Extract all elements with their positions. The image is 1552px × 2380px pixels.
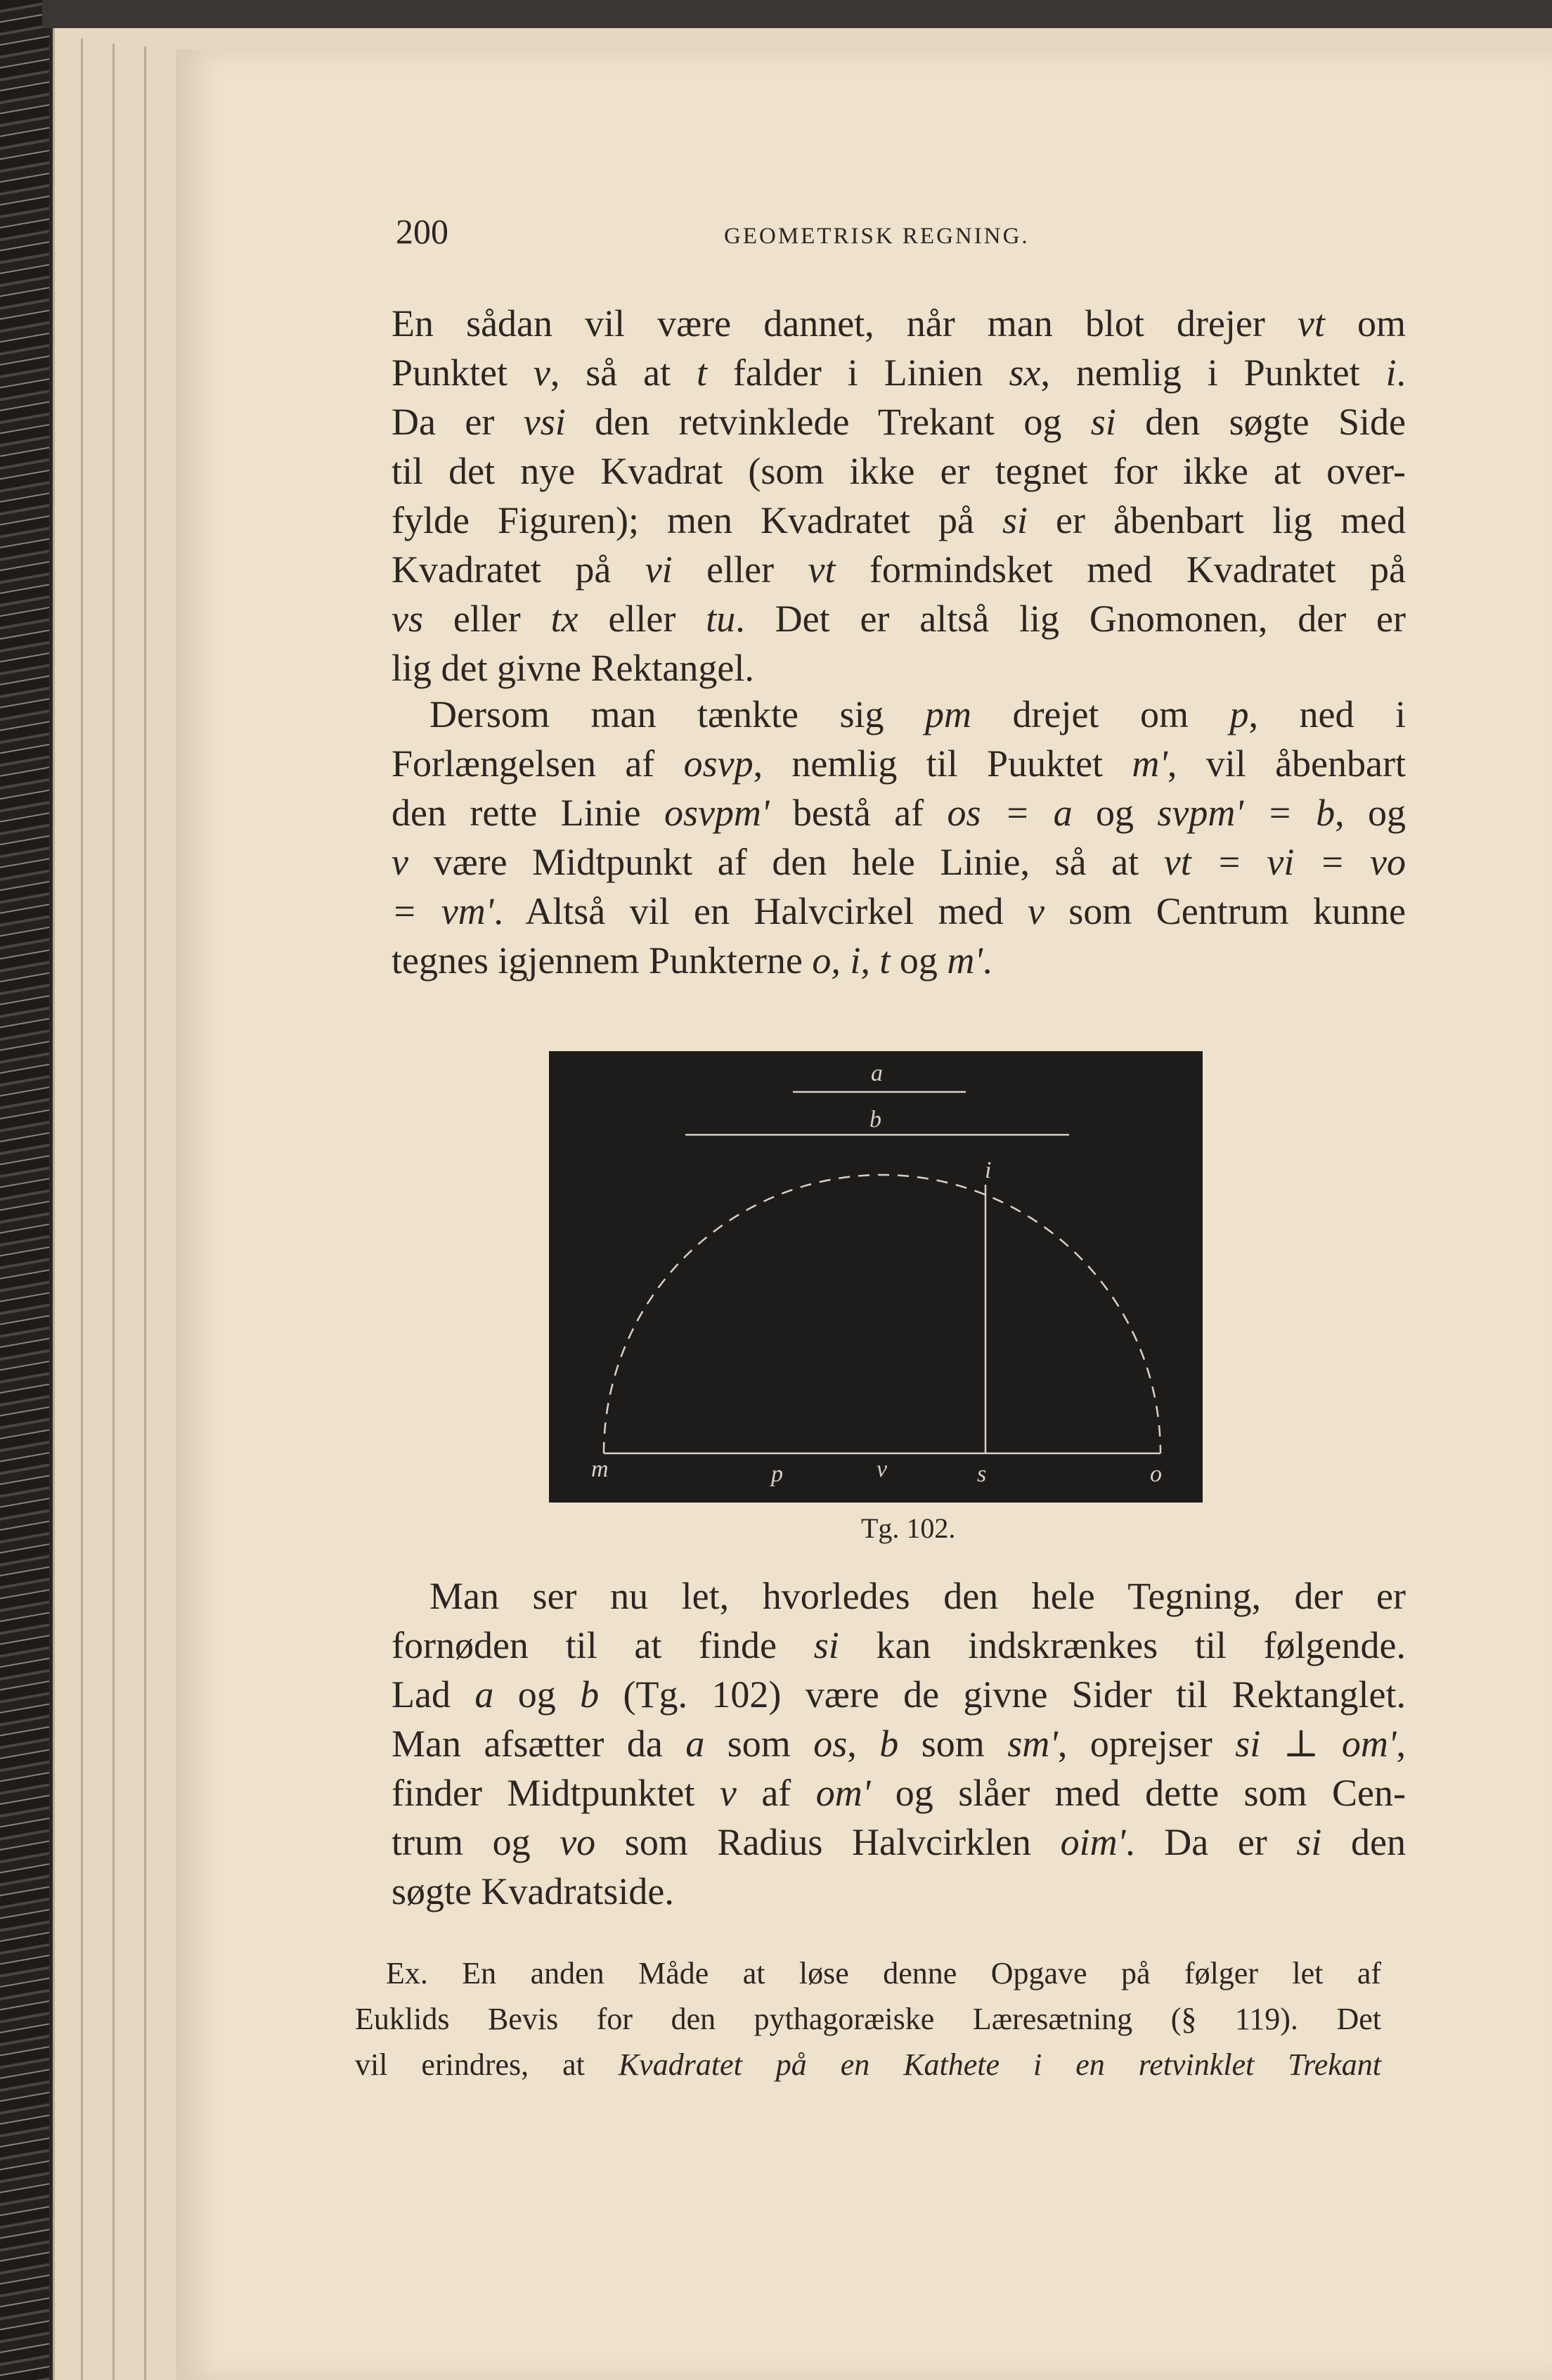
text-run: Da er: [392, 401, 524, 443]
italic-symbol: sx: [1009, 352, 1041, 394]
text-run: vil erindres, at: [355, 2047, 619, 2082]
text-line: [392, 1867, 1406, 1916]
text-line: [392, 788, 1406, 837]
text-run: Lad: [392, 1673, 475, 1716]
italic-symbol: vo: [560, 1821, 596, 1863]
italic-symbol: v: [392, 841, 408, 883]
text-run: Kvadratet på: [392, 548, 645, 591]
text-run: . Altså vil en Halvcirkel med: [493, 890, 1028, 932]
figure-tg-102: [549, 1051, 1203, 1503]
label-o: o: [1150, 1461, 1162, 1487]
text-run: søgte Kvadratside.: [392, 1870, 674, 1912]
italic-symbol: b: [580, 1673, 600, 1716]
italic-symbol: vs: [392, 598, 423, 640]
italic-symbol: vsi: [523, 401, 566, 443]
label-v: v: [877, 1456, 888, 1482]
italic-symbol: os = a: [947, 792, 1073, 834]
text-run: Man afsætter da: [392, 1723, 686, 1765]
text-run: den retvinklede Trekant og: [565, 401, 1091, 443]
text-run: fornøden til at finde: [392, 1624, 814, 1666]
text-run: .: [1396, 352, 1406, 394]
text-run: den rette Linie: [392, 792, 664, 834]
page-number: 200: [396, 212, 448, 251]
text-line: [392, 496, 1406, 545]
book-binding: [0, 0, 49, 2380]
text-run: ,: [847, 1723, 880, 1765]
italic-symbol: vt: [1297, 302, 1325, 345]
text-run: Euklids Bevis for den pythagoræiske Læresætning (§ 119). Det: [355, 2002, 1381, 2036]
text-line: [392, 690, 1406, 739]
italic-symbol: vi: [645, 548, 673, 591]
label-a: a: [871, 1060, 883, 1086]
text-line: [392, 1719, 1406, 1768]
text-line: [392, 1768, 1406, 1818]
text-run: En sådan vil være dannet, når man blot drejer: [392, 302, 1298, 345]
text-run: om: [1324, 302, 1406, 345]
italic-symbol: a: [474, 1673, 494, 1716]
text-run: , nemlig til Puuktet: [753, 742, 1132, 785]
text-run: formindsket med Kvadratet på: [835, 548, 1406, 591]
running-title: GEOMETRISK REGNING.: [724, 224, 1030, 249]
text-line: [392, 1621, 1406, 1670]
italic-symbol: tx: [550, 598, 578, 640]
label-s: s: [977, 1461, 987, 1487]
label-i: i: [985, 1157, 992, 1183]
text-run: være Midtpunkt af den hele Linie, så at: [408, 841, 1164, 883]
text-run: fylde Figuren); men Kvadratet på: [392, 499, 1002, 541]
text-run: som Radius Halvcirklen: [595, 1821, 1061, 1863]
text-run: .: [982, 939, 992, 982]
italic-symbol: v: [1027, 890, 1045, 932]
text-line: [392, 348, 1406, 397]
italic-symbol: tu: [706, 598, 736, 640]
text-run: , ned i: [1248, 693, 1406, 735]
figure-caption: Tg. 102.: [861, 1512, 956, 1544]
text-run: trum og: [392, 1821, 560, 1863]
text-run: Punktet: [392, 352, 534, 394]
italic-symbol: p: [1229, 693, 1249, 735]
text-run: ,: [1396, 1723, 1406, 1765]
italic-symbol: = vm': [392, 890, 494, 932]
text-run: er åbenbart lig med: [1028, 499, 1406, 541]
text-run: , nemlig i Punktet: [1040, 352, 1386, 394]
italic-symbol: vt: [808, 548, 836, 591]
text-run: Man ser nu let, hvorledes den hele Tegning, der er: [392, 1575, 1406, 1617]
italic-symbol: osvp: [683, 742, 754, 785]
text-run: og slåer med dette som Cen-: [870, 1772, 1406, 1814]
italic-symbol: om': [815, 1772, 871, 1814]
text-line: [392, 739, 1406, 788]
text-line: [355, 1950, 1381, 1996]
italic-symbol: pm: [925, 693, 971, 735]
text-run: Forlængelsen af: [392, 742, 684, 785]
text-run: den: [1321, 1821, 1406, 1863]
text-run: bestå af: [769, 792, 948, 834]
italic-symbol: oim': [1060, 1821, 1126, 1863]
italic-symbol: v: [719, 1772, 737, 1814]
text-run: falder i Linien: [707, 352, 1009, 394]
italic-symbol: b: [879, 1723, 899, 1765]
text-run: , og: [1335, 792, 1406, 834]
text-run: og: [493, 1673, 581, 1716]
geometric-drawing: [549, 1051, 1203, 1503]
text-run: (Tg. 102) være de givne Sider til Rektanglet.: [599, 1673, 1406, 1716]
text-line: [392, 299, 1406, 348]
text-run: eller: [422, 598, 551, 640]
italic-symbol: v: [533, 352, 550, 394]
text-run: finder Midtpunktet: [392, 1772, 720, 1814]
text-run: som: [704, 1723, 814, 1765]
italic-symbol: si: [1090, 401, 1116, 443]
text-run: og: [1072, 792, 1158, 834]
text-line: [392, 837, 1406, 887]
text-run: af: [736, 1772, 816, 1814]
text-run: drejet om: [971, 693, 1230, 735]
text-line: [392, 887, 1406, 936]
italic-symbol: os: [813, 1723, 848, 1765]
text-line: [392, 545, 1406, 594]
italic-symbol: osvpm': [664, 792, 770, 834]
text-run: tegnes igjennem Punkterne: [392, 939, 813, 982]
text-run: til det nye Kvadrat (som ikke er tegnet for ikke at over-: [392, 450, 1406, 492]
text-line: [392, 1818, 1406, 1867]
italic-symbol: i: [1385, 352, 1397, 394]
italic-symbol: m': [1132, 742, 1168, 785]
book-edge: [42, 0, 1552, 28]
text-line: [355, 1996, 1381, 2042]
text-run: lig det givne Rektangel.: [392, 647, 754, 689]
text-line: [392, 1670, 1406, 1719]
italic-symbol: a: [685, 1723, 705, 1765]
label-m: m: [591, 1456, 609, 1482]
italic-symbol: si: [813, 1624, 839, 1666]
text-line: [392, 1571, 1406, 1621]
italic-symbol: t: [697, 352, 708, 394]
text-run: , så at: [550, 352, 697, 394]
italic-symbol: si ⊥ om': [1235, 1723, 1397, 1765]
text-run: Ex. En anden Måde at løse denne Opgave på følger let af: [355, 1956, 1381, 1990]
text-run: eller: [672, 548, 808, 591]
italic-symbol: si: [1002, 499, 1028, 541]
text-line: [392, 446, 1406, 496]
italic-symbol: si: [1296, 1821, 1322, 1863]
text-line: [392, 643, 1406, 693]
text-run: kan indskrænkes til følgende.: [839, 1624, 1406, 1666]
text-line: [392, 936, 1406, 985]
italic-symbol: m': [947, 939, 983, 982]
text-run: og: [890, 939, 948, 982]
italic-symbol: vt = vi = vo: [1163, 841, 1406, 883]
text-run: den søgte Side: [1116, 401, 1406, 443]
italic-symbol: sm': [1007, 1723, 1058, 1765]
label-p: p: [771, 1461, 783, 1487]
italic-symbol: svpm' = b: [1157, 792, 1336, 834]
text-run: Dersom man tænkte sig: [392, 693, 925, 735]
text-run: . Det er altså lig Gnomonen, der er: [735, 598, 1406, 640]
text-run: , vil åbenbart: [1167, 742, 1406, 785]
text-run: eller: [578, 598, 706, 640]
text-line: [355, 2042, 1381, 2088]
text-run: , oprejser: [1057, 1723, 1236, 1765]
semicircle-arc: [604, 1175, 1160, 1453]
text-line: [392, 397, 1406, 446]
italic-symbol: Kvadratet på en Kathete i en retvinklet Trekant: [618, 2047, 1381, 2082]
text-run: . Da er: [1125, 1821, 1297, 1863]
text-run: som Centrum kunne: [1044, 890, 1406, 932]
label-b: b: [869, 1107, 881, 1133]
italic-symbol: o, i, t: [812, 939, 891, 982]
text-run: som: [898, 1723, 1008, 1765]
text-line: [392, 594, 1406, 643]
